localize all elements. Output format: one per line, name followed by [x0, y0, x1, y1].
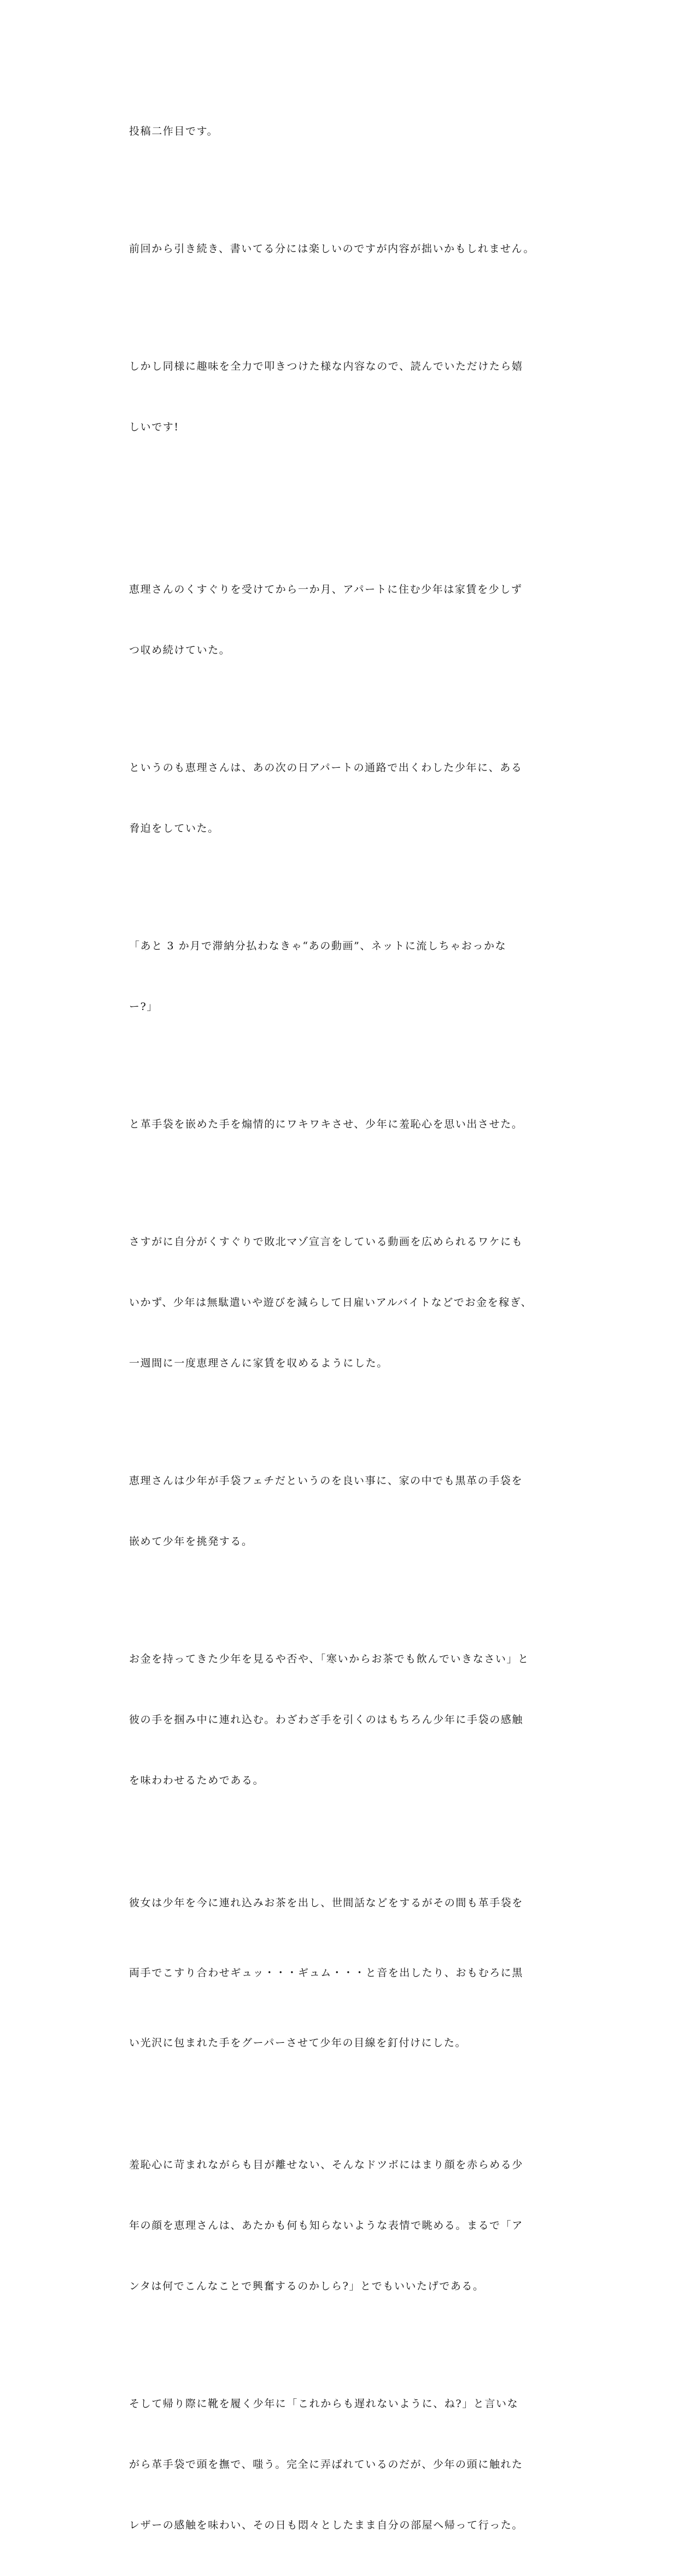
text-line: 恵理さんは少年が手袋フェチだというのを良い事に、家の中でも黒革の手袋を — [129, 1475, 523, 1487]
text-line: 「あと 3 か月で滞納分払わなきゃ“あの動画”、ネットに流しちゃおっかな — [129, 940, 507, 952]
story-paragraph-9 — [129, 2114, 550, 2337]
story-paragraph-10 — [129, 2353, 550, 2576]
text-line: 羞恥心に苛まれながらも目が離せない、そんなドツボにはまり顔を赤らめる少 — [129, 2159, 524, 2171]
text-line: 両手でこすり合わせギュッ・・・ギュム・・・と音を出したり、おもむろに黒 — [129, 1967, 524, 1979]
intro-paragraph-1 — [129, 81, 550, 182]
text-line: がら革手袋で頭を撫で、嗤う。完全に弄ばれているのだが、少年の頭に触れた — [129, 2458, 523, 2470]
text-line: 彼女は少年を今に連れ込みお茶を出し、世間話などをするがその間も革手袋を — [129, 1897, 524, 1909]
text-line: しかし同様に趣味を全力で叩きつけた様な内容なので、読んでいただけたら嬉 — [129, 360, 523, 372]
text-line: そして帰り際に靴を履く少年に「これからも遅れないように、ね?」と言いな — [129, 2398, 519, 2410]
text-line: つ収め続けていた。 — [129, 644, 231, 656]
text-line: 一週間に一度恵理さんに家賃を収めるようにした。 — [129, 1357, 388, 1369]
text-line: お金を持ってきた少年を見るや否や、「寒いからお茶でも飲んでいきなさい」と — [129, 1653, 529, 1665]
story-paragraph-3 — [129, 896, 550, 1058]
text-line: 投稿二作目です。 — [129, 125, 219, 137]
text-line: ンタは何でこんなことで興奮するのかしら?」とでもいいたげである。 — [129, 2280, 484, 2292]
story-paragraph-5 — [129, 1191, 550, 1414]
intro-paragraph-3 — [129, 316, 550, 478]
story-paragraph-4 — [129, 1074, 550, 1175]
story-paragraph-7 — [129, 1609, 550, 1831]
text-line: レザーの感触を味わい、その日も悶々としたまま自分の部屋へ帰って行った。 — [129, 2519, 524, 2531]
text-line: 脅迫をしていた。 — [129, 822, 219, 834]
document-page — [129, 81, 550, 2576]
text-line: 年の顔を恵理さんは、あたかも何も知らないような表情で眺める。まるで「ア — [129, 2219, 523, 2232]
text-line: 前回から引き続き、書いてる分には楽しいのですが内容が拙いかもしれません。 — [129, 243, 535, 255]
story-paragraph-6 — [129, 1430, 550, 1592]
text-line: しいです! — [129, 421, 179, 433]
text-line: い光沢に包まれた手をグーパーさせて少年の目線を釘付けにした。 — [129, 2037, 467, 2049]
story-paragraph-2 — [129, 717, 550, 879]
text-line: ー?」 — [129, 1001, 158, 1013]
text-line: というのも恵理さんは、あの次の日アパートの通路で出くわした少年に、ある — [129, 762, 523, 774]
story-paragraph-1 — [129, 539, 550, 701]
text-line: 恵理さんのくすぐりを受けてから一か月、アパートに住む少年は家賃を少しず — [129, 583, 523, 595]
text-line: 嵌めて少年を挑発する。 — [129, 1535, 253, 1547]
text-line: と革手袋を嵌めた手を煽情的にワキワキさせ、少年に羞恥心を思い出させた。 — [129, 1118, 523, 1130]
text-line: いかず、少年は無駄遣いや遊びを減らして日雇いアルバイトなどでお金を稼ぎ、 — [129, 1296, 533, 1309]
story-paragraph-8 — [129, 1848, 550, 2098]
intro-paragraph-2 — [129, 198, 550, 300]
text-line: を味わわせるためである。 — [129, 1774, 265, 1786]
text-line: 彼の手を掴み中に連れ込む。わざわざ手を引くのはもちろん少年に手袋の感触 — [129, 1714, 524, 1726]
text-line: さすがに自分がくすぐりで敗北マゾ宣言をしている動画を広められるワケにも — [129, 1236, 523, 1248]
section-break — [129, 478, 550, 539]
